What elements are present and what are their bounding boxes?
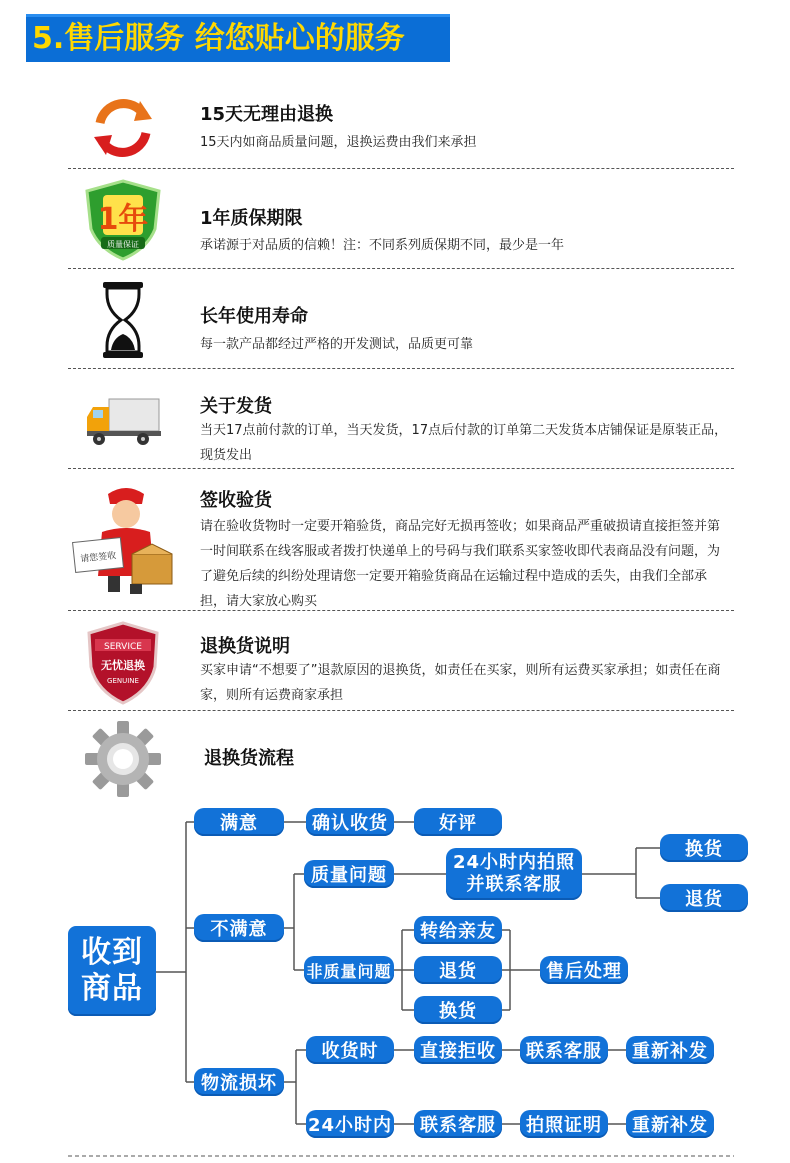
dashed-divider [68, 710, 734, 711]
section-desc: 买家申请“不想要了”退款原因的退换货，如责任在买家，则所有运费买家承担；如责任在商家，则所有运费商家承担 [200, 663, 721, 703]
section-title: 退换货说明 [200, 636, 290, 657]
node-good-review: 好评 [414, 808, 502, 836]
node-nq-exchange: 换货 [414, 996, 502, 1024]
node-resend: 重新补发 [626, 1036, 714, 1064]
service-shield-icon [78, 618, 168, 708]
section-15-day-return [68, 88, 734, 168]
dashed-divider [68, 168, 734, 169]
node-received-goods [68, 926, 156, 1016]
section-desc: 15天内如商品质量问题，退换运费由我们来承担 [200, 135, 477, 150]
dashed-divider [68, 468, 734, 469]
hourglass-icon [78, 275, 168, 365]
section-warranty [68, 172, 734, 268]
section-title: 签收验货 [200, 490, 272, 511]
node-photo-contact [446, 848, 582, 900]
section-return-policy [68, 614, 734, 710]
section-banner: 5.售后服务 给您贴心的服务 [26, 14, 450, 62]
dashed-divider [68, 268, 734, 269]
warranty-shield-icon [78, 174, 168, 264]
node-nq-return: 退货 [414, 956, 502, 984]
refresh-arrows-icon [78, 83, 168, 173]
section-title: 长年使用寿命 [200, 306, 308, 327]
section-return-process [68, 714, 734, 794]
badge-mid-text: 无忧退换 [101, 659, 145, 672]
badge-main-text: 1年 [97, 202, 149, 237]
node-within-24h: 24小时内 [306, 1110, 394, 1138]
node-satisfied: 满意 [194, 808, 284, 836]
section-title: 15天无理由退换 [200, 104, 334, 125]
sign-card-text: 请您签收 [79, 551, 117, 565]
node-text-line: 收到 [81, 935, 143, 970]
node-quality-issue: 质量问题 [304, 860, 394, 888]
node-logistics-damage: 物流损坏 [194, 1068, 284, 1096]
section-shipping [68, 372, 734, 468]
dashed-divider [68, 610, 734, 611]
dashed-divider [68, 368, 734, 369]
node-confirm-receipt: 确认收货 [306, 808, 394, 836]
node-text-line: 并联系客服 [466, 874, 562, 895]
node-contact-cs: 联系客服 [414, 1110, 502, 1138]
node-on-receipt: 收货时 [306, 1036, 394, 1064]
section-desc: 承诺源于对品质的信赖！注：不同系列质保期不同，最少是一年 [200, 238, 565, 253]
node-text-line: 24小时内拍照 [452, 852, 576, 873]
section-long-life [68, 272, 734, 368]
badge-bot-text: GENUINE [107, 677, 139, 685]
node-non-quality-issue: 非质量问题 [304, 956, 394, 984]
section-sign-inspect [68, 472, 734, 610]
node-contact-cs: 联系客服 [520, 1036, 608, 1064]
section-desc: 当天17点前付款的订单，当天发货，17点后付款的订单第二天发货本店铺保证是原装正品，现货发出 [200, 423, 728, 463]
return-process-flowchart [0, 790, 790, 1163]
node-after-sales: 售后处理 [540, 956, 628, 984]
node-return: 退货 [660, 884, 748, 912]
node-photo-proof: 拍照证明 [520, 1110, 608, 1138]
node-reject: 直接拒收 [414, 1036, 502, 1064]
badge-top-text: SERVICE [104, 642, 142, 652]
node-exchange: 换货 [660, 834, 748, 862]
courier-mascot-icon [68, 480, 178, 600]
node-transfer-friend: 转给亲友 [414, 916, 502, 944]
node-unsatisfied: 不满意 [194, 914, 284, 942]
section-title: 退换货流程 [204, 748, 294, 769]
section-title: 关于发货 [200, 396, 272, 417]
node-text-line: 商品 [81, 971, 143, 1006]
delivery-truck-icon [78, 374, 168, 464]
section-title: 1年质保期限 [200, 208, 303, 229]
section-desc: 请在验收货物时一定要开箱验货，商品完好无损再签收；如果商品严重破损请直接拒签并第一时间联系在线客服或者拨打快递单上的号码与我们联系买家签收即代表商品没有问题，为了避免后续的纠纷处理请您一定要开箱验货商品在运输过程中造成的丢失，由我们全部承担，请大家放心购买 [200, 519, 721, 609]
node-resend: 重新补发 [626, 1110, 714, 1138]
section-desc: 每一款产品都经过严格的开发测试，品质更可靠 [200, 337, 474, 352]
badge-sub-text: 质量保证 [107, 240, 139, 249]
